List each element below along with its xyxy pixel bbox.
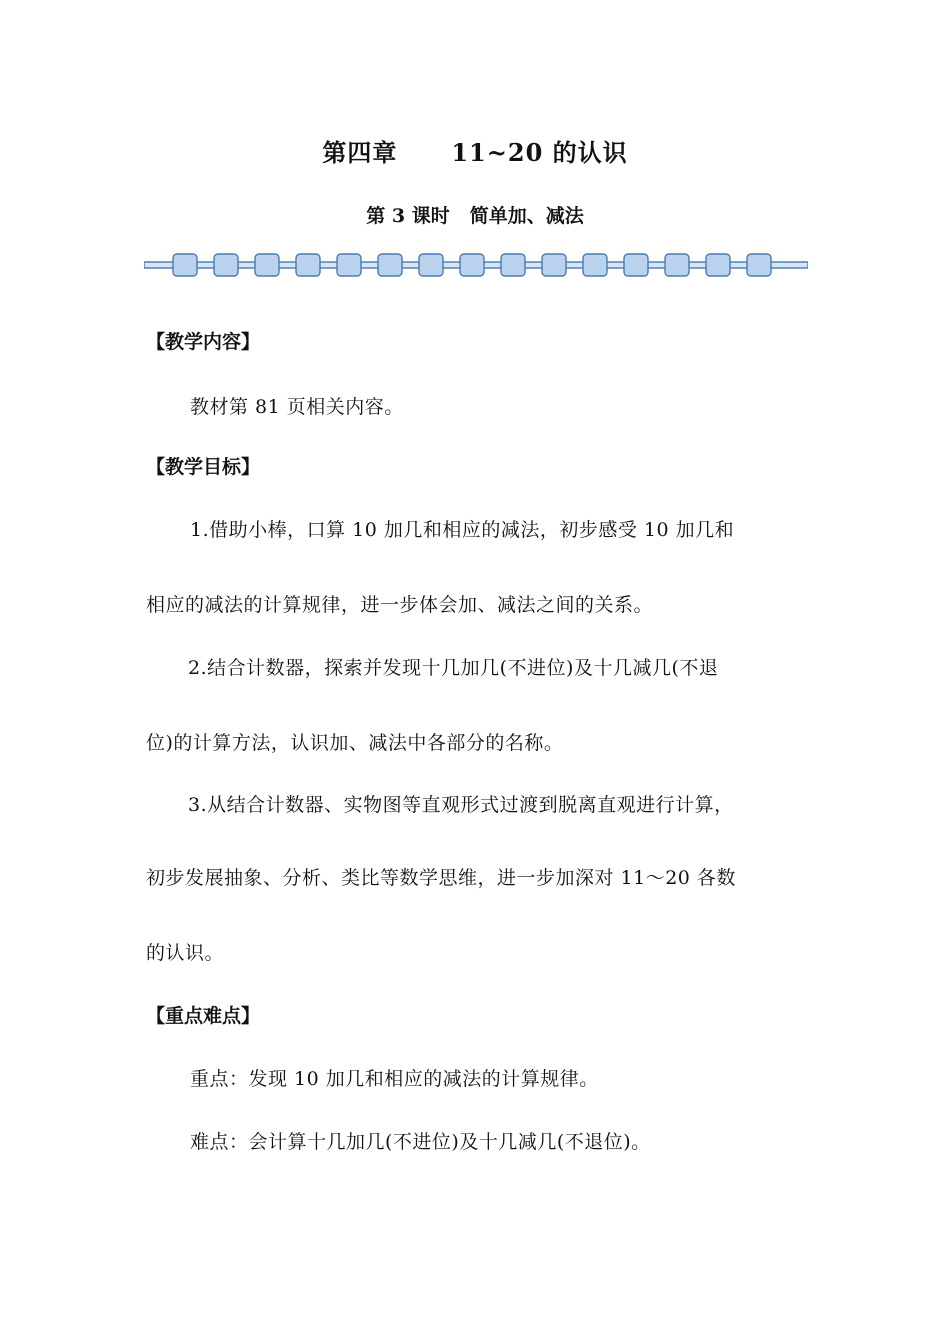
divider-bead bbox=[214, 254, 238, 276]
key-point-difficulty: 难点：会计算十几加几(不进位)及十几减几(不退位)。 bbox=[190, 1131, 651, 1153]
chapter-topic: 11~20 的认识 bbox=[451, 138, 628, 167]
divider-bead bbox=[337, 254, 361, 276]
objective-2-line-1: 2.结合计数器，探索并发现十几加几(不进位)及十几减几(不退 bbox=[188, 657, 719, 679]
divider-bead bbox=[296, 254, 320, 276]
content-text: 教材第 81 页相关内容。 bbox=[190, 396, 404, 418]
section-heading-content: 【教学内容】 bbox=[146, 331, 261, 353]
chapter-title bbox=[0, 133, 950, 168]
divider-bead bbox=[624, 254, 648, 276]
objective-2-line-2: 位)的计算方法，认识加、减法中各部分的名称。 bbox=[146, 732, 564, 754]
objective-3-line-1: 3.从结合计数器、实物图等直观形式过渡到脱离直观进行计算， bbox=[188, 794, 734, 816]
divider-bead bbox=[378, 254, 402, 276]
divider-bead bbox=[706, 254, 730, 276]
objective-3-line-2: 初步发展抽象、分析、类比等数学思维，进一步加深对 11～20 各数 bbox=[146, 867, 736, 889]
lesson-title bbox=[0, 201, 950, 228]
divider-bead bbox=[501, 254, 525, 276]
key-point-focus: 重点：发现 10 加几和相应的减法的计算规律。 bbox=[190, 1068, 599, 1090]
divider-bead bbox=[583, 254, 607, 276]
chapter-label: 第四章 bbox=[322, 138, 398, 167]
lesson-label: 第 3 课时 bbox=[366, 205, 450, 227]
bead-divider bbox=[144, 250, 808, 280]
divider-bead bbox=[542, 254, 566, 276]
divider-bead bbox=[419, 254, 443, 276]
divider-bead bbox=[460, 254, 484, 276]
lesson-topic: 简单加、减法 bbox=[469, 205, 584, 227]
section-heading-objectives: 【教学目标】 bbox=[146, 456, 261, 478]
objective-1-line-2: 相应的减法的计算规律，进一步体会加、减法之间的关系。 bbox=[146, 594, 654, 616]
divider-bead bbox=[747, 254, 771, 276]
objective-3-line-3: 的认识。 bbox=[146, 942, 225, 964]
divider-bead bbox=[173, 254, 197, 276]
divider-bead bbox=[255, 254, 279, 276]
divider-beads bbox=[173, 254, 771, 276]
section-heading-key-points: 【重点难点】 bbox=[146, 1005, 261, 1027]
divider-bead bbox=[665, 254, 689, 276]
objective-1-line-1: 1.借助小棒，口算 10 加几和相应的减法，初步感受 10 加几和 bbox=[190, 519, 735, 541]
